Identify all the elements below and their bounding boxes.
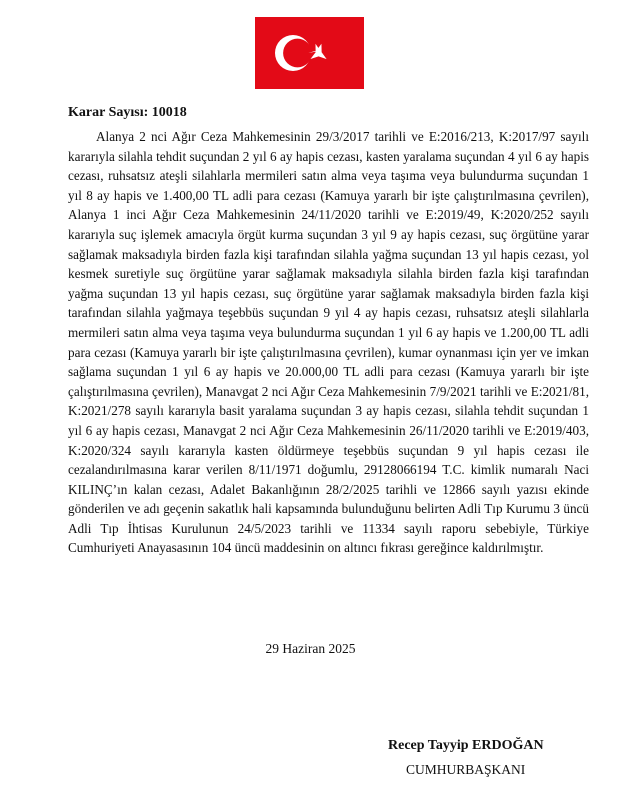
turkish-flag-icon (255, 17, 364, 89)
decision-body-text: Alanya 2 nci Ağır Ceza Mahkemesinin 29/3/2017 tarihli ve E:2016/213, K:2017/97 sayılı kararıyla silahla tehdit suçundan 2 yıl 6 ay hapis cezası, kasten yaralama suçundan 4 yıl 6 ay hapis cezası, ruhsatsız ateşli silahlarla mermileri satın alma veya taşıma veya bulundurma suçundan 1 yıl 8 ay hapis ve 1.400,00 TL adli para cezası (Kamuya yararlı bir işte çalıştırılmasına çevrilen), Alanya 1 inci Ağır Ceza Mahkemesinin 24/11/2020 tarihli ve E:2019/49, K:2020/252 sayılı kararıyla suç işlemek amacıyla örgüt kurma suçundan 3 yıl 9 ay hapis cezası, suç örgütüne yarar sağlamak maksadıyla birden fazla kişi tarafından silahla yağma suçundan 13 yıl hapis cezası, yol kesmek suretiyle suç örgütüne yarar sağlamak maksadıyla silahla birden fazla kişi tarafından yağma suçundan 13 yıl hapis cezası, suç örgütüne yarar sağlamak maksadıyla birden fazla kişi tarafından silahla yağmaya teşebbüs suçundan 9 yıl 4 ay hapis cezası, ruhsatsız ateşli silahlarla mermileri satın alma veya taşıma veya bulundurma suçundan 1 yıl 6 ay hapis ve 1.200,00 TL adli para cezası (Kamuya yararlı bir işte çalıştırılmasına çevrilen), kumar oynanması için yer ve imkan sağlama suçundan 1 yıl 6 ay hapis ve 20.000,00 TL adli para cezası (Kamuya yararlı bir işte çalıştırılmasına çevrilen), Manavgat 2 nci Ağır Ceza Mahkemesinin 7/9/2021 tarihli ve E:2021/81, K:2021/278 sayılı kararıyla basit yaralama suçundan 3 ay hapis cezası, silahla tehdit suçundan 1 yıl 6 ay hapis cezası, Manavgat 2 nci Ağır Ceza Mahkemesinin 26/11/2020 tarihli ve E:2019/403, K:2020/324 sayılı kararıyla kasten öldürmeye teşebbüs suçundan 9 yıl hapis cezası ile cezalandırılmasına karar verilen 8/11/1971 doğumlu, 29128066194 T.C. kimlik numaralı Naci KILINÇ’ın kalan cezası, Adalet Bakanlığının 28/2/2025 tarihli ve 12866 sayılı yazısı ekinde gönderilen ve adı geçenin sakatlık hali kapsamında bulunduğunu belirten Adli Tıp Kurumu 3 üncü Adli Tıp İhtisas Kurulunun 24/5/2023 tarihli ve 11334 sayılı raporu sebebiyle, Türkiye Cumhuriyeti Anayasasının 104 üncü maddesinin on altıncı fıkrası gereğince kaldırılmıştır. (68, 129, 589, 556)
decision-number: Karar Sayısı: 10018 (68, 105, 187, 120)
signer-name: Recep Tayyip ERDOĞAN (388, 738, 544, 753)
document-date: 29 Haziran 2025 (265, 641, 356, 656)
signer-title: CUMHURBAŞKANI (406, 762, 526, 777)
